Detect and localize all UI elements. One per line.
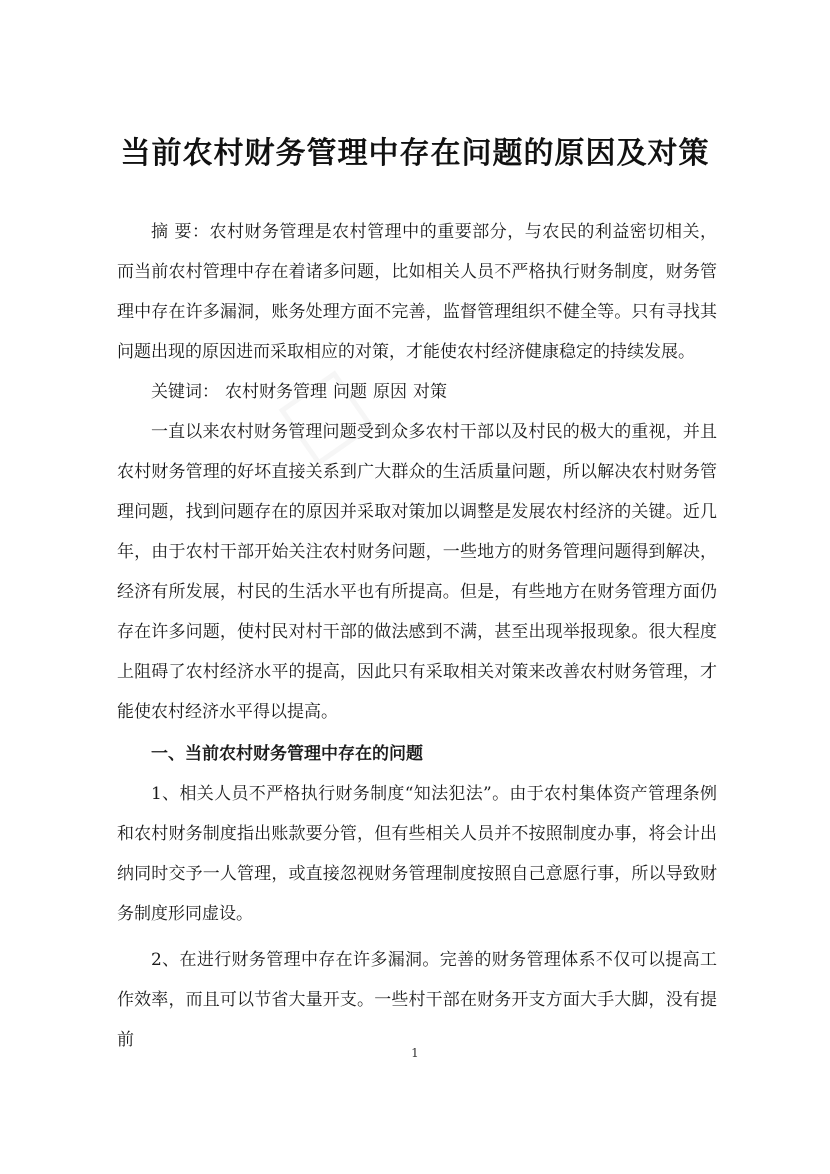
keywords-line — [117, 372, 717, 412]
keyword: 对策 — [413, 382, 447, 402]
point-paragraph: 1、相关人员不严格执行财务制度“知法犯法”。由于农村集体资产管理条例和农村财务制度指出账款要分管，但有些相关人员并不按照制度办事，将会计出纳同时交予一人管理，或直接忽视财务管理制度按照自己意愿行事，所以导致财务制度形同虚设。 — [117, 784, 717, 924]
document-title: 当前农村财务管理中存在问题的原因及对策 — [120, 136, 710, 172]
keyword: 农村财务管理 — [225, 382, 327, 402]
abstract-paragraph: 摘 要：农村财务管理是农村管理中的重要部分，与农民的利益密切相关，而当前农村管理中存在着诸多问题，比如相关人员不严格执行财务制度，财务管理中存在许多漏洞，账务处理方面不完善，监督管理组织不健全等。只有寻找其问题出现的原因进而采取相应的对策，才能使农村经济健康稳定的持续发展。 — [117, 222, 717, 362]
document-body — [117, 212, 717, 1060]
point-paragraph: 2、在进行财务管理中存在许多漏洞。完善的财务管理体系不仅可以提高工作效率，而且可以节省大量开支。一些村干部在财务开支方面大手大脚，没有提前 — [117, 950, 717, 1050]
keywords-label: 关键词： — [151, 382, 219, 402]
section-heading: 一、当前农村财务管理中存在的问题 — [151, 744, 423, 764]
page-number: 1 — [411, 1046, 419, 1060]
intro-paragraph: 一直以来农村财务管理问题受到众多农村干部以及村民的极大的重视，并且农村财务管理的好坏直接关系到广大群众的生活质量问题，所以解决农村财务管理问题，找到问题存在的原因并采取对策加以调整是发展农村经济的关键。近几年，由于农村干部开始关注农村财务问题，一些地方的财务管理问题得到解决，经济有所发展，村民的生活水平也有所提高。但是，有些地方在财务管理方面仍存在许多问题，使村民对村干部的做法感到不满，甚至出现举报现象。很大程度上阻碍了农村经济水平的提高，因此只有采取相关对策来改善农村财务管理，才能使农村经济水平得以提高。 — [117, 422, 717, 722]
keyword: 问题 — [333, 382, 367, 402]
keyword: 原因 — [373, 382, 407, 402]
